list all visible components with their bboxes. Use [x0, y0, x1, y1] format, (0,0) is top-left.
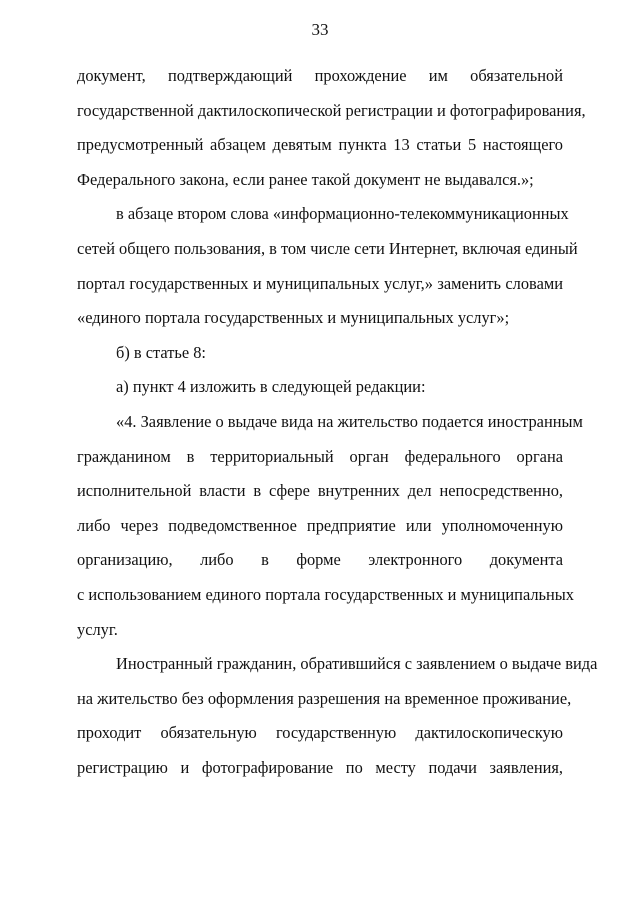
paragraph-inostranny-grazhdanin [77, 647, 598, 785]
text-line: либо через подведомственное предприятие или уполномоченную [77, 515, 563, 535]
text-line: а) пункт 4 изложить в следующей редакции: [116, 377, 426, 397]
paragraph-punkt-4 [77, 370, 563, 405]
text-line: «единого портала государственных и муниципальных услуг»; [77, 308, 510, 328]
paragraph-abzac-vtorom [77, 197, 578, 335]
text-line: предусмотренный абзацем девятым пункта 13 статьи 5 настоящего [77, 135, 563, 155]
text-line: в абзаце втором слова «информационно-телекоммуникационных [116, 204, 569, 224]
paragraph-statya-8 [77, 336, 563, 371]
paragraph-document-confirming [77, 59, 586, 197]
text-line: сетей общего пользования, в том числе сети Интернет, включая единый [77, 238, 578, 258]
text-line: с использованием единого портала государственных и муниципальных [77, 584, 575, 604]
text-line: услуг. [77, 619, 118, 639]
page-number: 33 [311, 20, 329, 39]
paragraph-zayavlenie [77, 405, 583, 647]
text-line: документ, подтверждающий прохождение им обязательной [77, 66, 563, 85]
text-line: регистрацию и фотографирование по месту подачи заявления, [77, 757, 563, 777]
text-line: Федерального закона, если ранее такой документ не выдавался.»; [77, 169, 534, 189]
text-line: исполнительной власти в сфере внутренних дел непосредственно, [77, 481, 563, 501]
text-line: на жительство без оформления разрешения на временное проживание, [77, 688, 572, 708]
text-line: проходит обязательную государственную дактилоскопическую [77, 723, 563, 743]
text-line: «4. Заявление о выдаче вида на жительство подается иностранным [116, 411, 583, 431]
text-line: государственной дактилоскопической регистрации и фотографирования, [77, 100, 586, 120]
text-line: организацию, либо в форме электронного документа [77, 550, 563, 570]
text-line: гражданином в территориальный орган федерального органа [77, 446, 563, 466]
document-body [77, 59, 598, 785]
text-line: Иностранный гражданин, обратившийся с заявлением о выдаче вида [116, 654, 598, 674]
text-line: б) в статье 8: [116, 342, 206, 362]
text-line: портал государственных и муниципальных услуг,» заменить словами [77, 273, 563, 293]
